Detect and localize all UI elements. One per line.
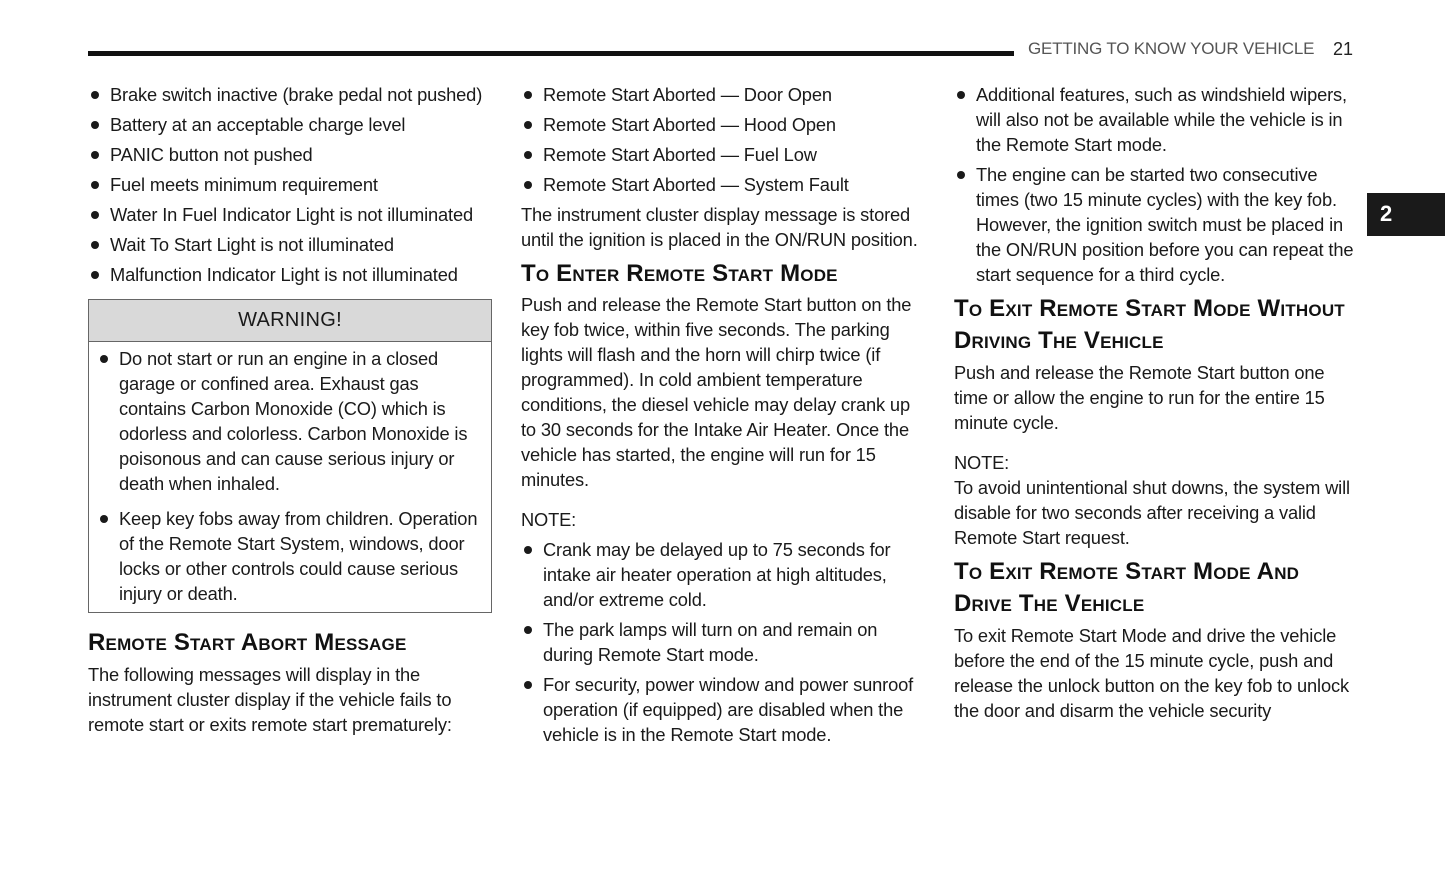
- list-item: The engine can be started two consecutive times (two 15 minute cycles) with the key fob. However, the ignition switch must be placed in the ON/RUN position before you can repeat the start sequence for a third cycle.: [954, 162, 1358, 287]
- list-item: Battery at an acceptable charge level: [88, 112, 492, 137]
- list-item: Fuel meets minimum requirement: [88, 172, 492, 197]
- list-item: Remote Start Aborted — System Fault: [521, 172, 925, 197]
- list-item: Remote Start Aborted — Hood Open: [521, 112, 925, 137]
- exit-paragraph: Push and release the Remote Start button one time or allow the engine to run for the entire 15 minute cycle.: [954, 362, 1325, 433]
- warning-item: Keep key fobs away from children. Operation of the Remote Start System, windows, door locks or other controls could cause serious injury or death.: [97, 506, 483, 606]
- list-item: PANIC button not pushed: [88, 142, 492, 167]
- list-item: For security, power window and power sunroof operation (if equipped) are disabled when the vehicle is in the Remote Start mode.: [521, 672, 925, 747]
- section-heading-enter: To Enter Remote Start Mode: [521, 260, 838, 287]
- section-heading-exit: To Exit Remote Start Mode Without Driving The Vehicle: [954, 295, 1345, 354]
- cluster-paragraph: The instrument cluster display message is stored until the ignition is placed in the ON/RUN position.: [521, 204, 918, 250]
- note-label: NOTE:: [954, 452, 1010, 473]
- list-item: Additional features, such as windshield wipers, will also not be available while the vehicle is in the Remote Start mode.: [954, 82, 1358, 157]
- list-item: The park lamps will turn on and remain on during Remote Start mode.: [521, 617, 925, 667]
- section-heading-abort: Remote Start Abort Message: [88, 629, 407, 656]
- warning-list: [89, 342, 491, 612]
- list-item: Malfunction Indicator Light is not illuminated: [88, 262, 492, 287]
- enter-paragraph: Push and release the Remote Start button on the key fob twice, within five seconds. The parking lights will flash and the horn will chirp twice (if programmed). In cold ambient temperature conditions, the diesel vehicle may delay crank up to 30 seconds for the Intake Air Heater. Once the vehicle has started, the engine will run for 15 minutes.: [521, 294, 912, 490]
- abort-messages-list: [521, 82, 925, 197]
- requirements-list: [88, 82, 492, 287]
- column-3: [954, 82, 1358, 723]
- note-label: NOTE:: [521, 509, 577, 530]
- list-item: Crank may be delayed up to 75 seconds for intake air heater operation at high altitudes, and/or extreme cold.: [521, 537, 925, 612]
- chapter-tab[interactable]: 2: [1367, 193, 1445, 236]
- list-item: Brake switch inactive (brake pedal not pushed): [88, 82, 492, 107]
- header-rule: [88, 51, 1014, 56]
- features-list: [954, 82, 1358, 287]
- warning-title: WARNING!: [89, 300, 491, 342]
- list-item: Wait To Start Light is not illuminated: [88, 232, 492, 257]
- list-item: Remote Start Aborted — Door Open: [521, 82, 925, 107]
- note-paragraph: To avoid unintentional shut downs, the system will disable for two seconds after receiving a valid Remote Start request.: [954, 477, 1350, 548]
- page-number: 21: [1333, 39, 1354, 59]
- abort-paragraph: The following messages will display in the instrument cluster display if the vehicle fails to remote start or exits remote start prematurely:: [88, 664, 452, 735]
- drive-paragraph: To exit Remote Start Mode and drive the vehicle before the end of the 15 minute cycle, push and release the unlock button on the key fob to unlock the door and disarm the vehicle security: [954, 625, 1349, 721]
- list-item: Water In Fuel Indicator Light is not illuminated: [88, 202, 492, 227]
- list-item: Remote Start Aborted — Fuel Low: [521, 142, 925, 167]
- warning-box: [88, 299, 492, 613]
- section-heading-drive: To Exit Remote Start Mode And Drive The Vehicle: [954, 558, 1300, 617]
- note-list: [521, 537, 925, 747]
- column-1: [88, 82, 492, 737]
- warning-item: Do not start or run an engine in a closed garage or confined area. Exhaust gas contains Carbon Monoxide (CO) which is odorless and colorless. Carbon Monoxide is poisonous and can cause serious injury or death when inhaled.: [97, 346, 483, 496]
- column-2: [521, 82, 925, 752]
- running-head: GETTING TO KNOW YOUR VEHICLE: [1028, 39, 1315, 58]
